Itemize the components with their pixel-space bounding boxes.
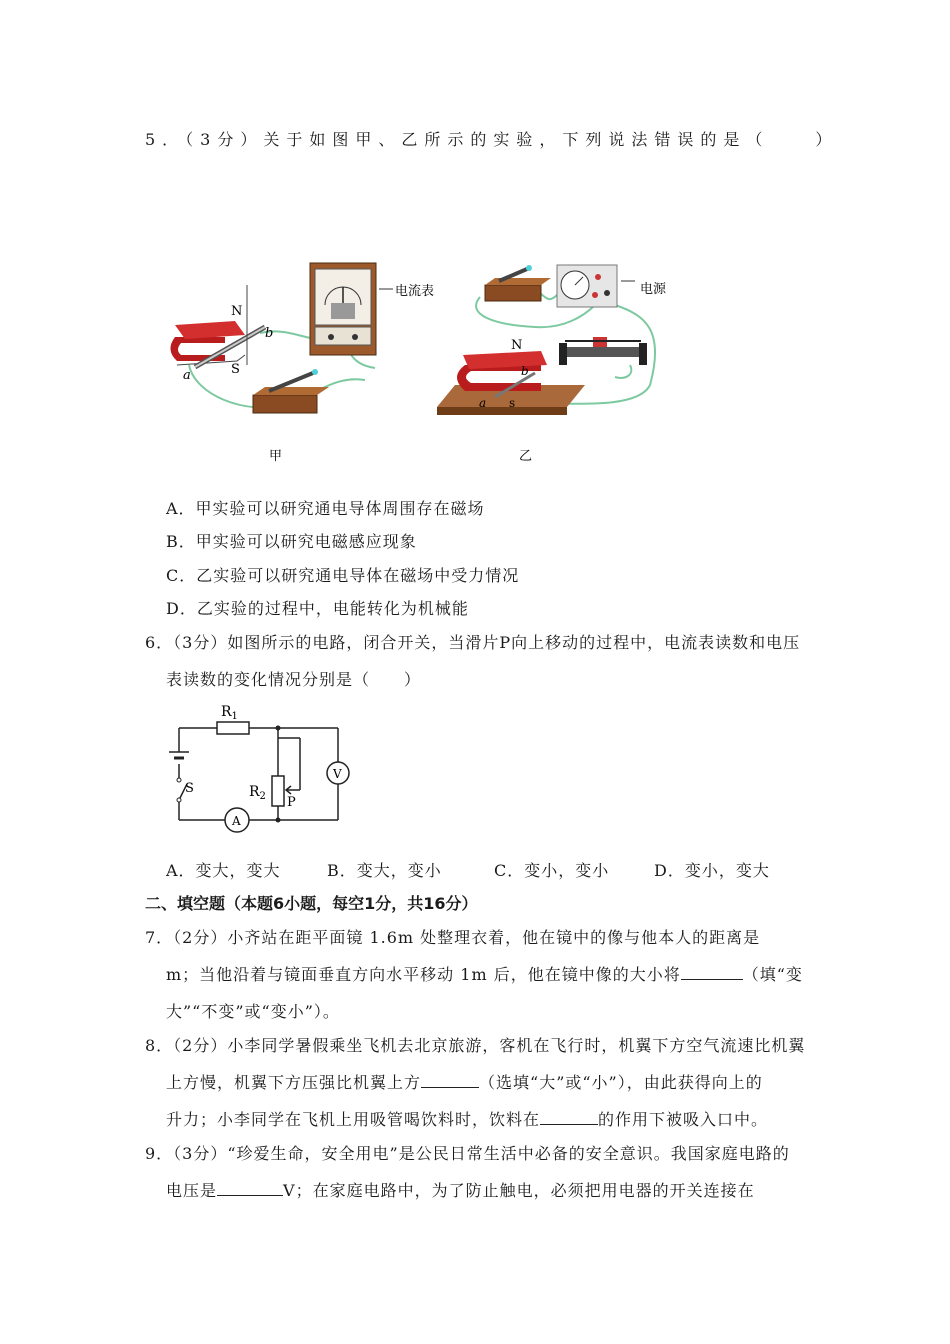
question-9-line1: 9．（3分）“珍爱生命，安全用电”是公民日常生活中必备的安全意识。我国家庭电路的 [145, 1144, 790, 1163]
question-9-line2: 电压是 V；在家庭电路中，为了防止触电，必须把用电器的开关连接在 [166, 1181, 755, 1200]
r2-label: $R_2$ [249, 784, 266, 802]
question-7-line2: m；当他沿着与镜面垂直方向水平移动 1m 后，他在镜中像的大小将 （填“变 [166, 965, 803, 984]
end-a-label: a [183, 368, 191, 383]
question-8-line2: 上方慢，机翼下方压强比机翼上方 （选填“大”或“小”），由此获得向上的 [166, 1073, 763, 1092]
voltmeter-label: V [333, 767, 342, 781]
ammeter-label: 电流表 [395, 284, 435, 299]
circuit-diagram [165, 700, 365, 835]
horseshoe-magnet [457, 351, 547, 391]
question-6-stem-line2: 表读数的变化情况分别是（ ） [166, 670, 422, 689]
battery [169, 752, 189, 758]
question-8-line1: 8．（2分）小李同学暑假乘坐飞机去北京旅游，客机在飞行时，机翼下方空气流速比机翼 [145, 1036, 806, 1055]
switch-label: S [185, 781, 194, 796]
resistor-r2 [272, 776, 284, 806]
answer-blank[interactable] [681, 965, 743, 980]
question-6-stem-line1: 6．（3分）如图所示的电路，闭合开关，当滑片P向上移动的过程中，电流表读数和电压 [145, 633, 801, 652]
figure-jia-caption: 甲 [269, 449, 283, 464]
knife-switch [485, 265, 551, 301]
rheostat [559, 337, 647, 365]
pole-n-label: N [231, 304, 243, 319]
question-5-stem: 5．（3分）关于如图甲、乙所示的实验，下列说法错误的是（ ） [145, 130, 839, 149]
slider-arrow [286, 786, 300, 794]
question-7-line3: 大”“不变”或“变小”）。 [166, 1002, 340, 1021]
end-a-label: a [479, 396, 487, 410]
end-b-label: b [521, 364, 529, 378]
end-b-label: b [265, 326, 274, 341]
q6-option-a: A．变大，变大 [166, 861, 281, 880]
q6-option-c: C．变小，变小 [494, 861, 610, 880]
q5-option-a: A．甲实验可以研究通电导体周围存在磁场 [166, 499, 485, 518]
power-supply-label: 电源 [640, 282, 667, 297]
knife-switch [253, 369, 329, 413]
q5-option-d: D．乙实验的过程中，电能转化为机械能 [166, 599, 469, 618]
pole-n-label: N [511, 338, 523, 353]
question-8-line3: 升力；小李同学在飞机上用吸管喝饮料时，饮料在 的作用下被吸入口中。 [166, 1110, 769, 1129]
answer-blank[interactable] [540, 1110, 598, 1125]
ammeter-label: A [232, 814, 241, 828]
q6-option-d: D．变小，变大 [654, 861, 770, 880]
r1-label: $R_1$ [221, 704, 238, 722]
answer-blank[interactable] [421, 1073, 479, 1088]
slider-label: P [287, 795, 296, 810]
question-7-line1: 7．（2分）小齐站在距平面镜 1.6m 处整理衣着，他在镜中的像与他本人的距离是 [145, 928, 761, 947]
answer-blank[interactable] [217, 1181, 283, 1196]
pole-s-label: s [509, 396, 516, 410]
section-heading: 二、填空题（本题6小题，每空1分，共16分） [145, 894, 478, 913]
power-supply [557, 265, 635, 307]
figure-yi-caption: 乙 [519, 449, 533, 464]
figure-yi [435, 255, 715, 475]
pole-s-label: S [231, 362, 240, 377]
q6-option-b: B．变大，变小 [327, 861, 442, 880]
q5-option-c: C．乙实验可以研究通电导体在磁场中受力情况 [166, 566, 520, 585]
q5-option-b: B．甲实验可以研究电磁感应现象 [166, 532, 417, 551]
figure-jia [165, 255, 435, 475]
galvanometer [310, 263, 393, 355]
resistor-r1 [217, 722, 249, 734]
